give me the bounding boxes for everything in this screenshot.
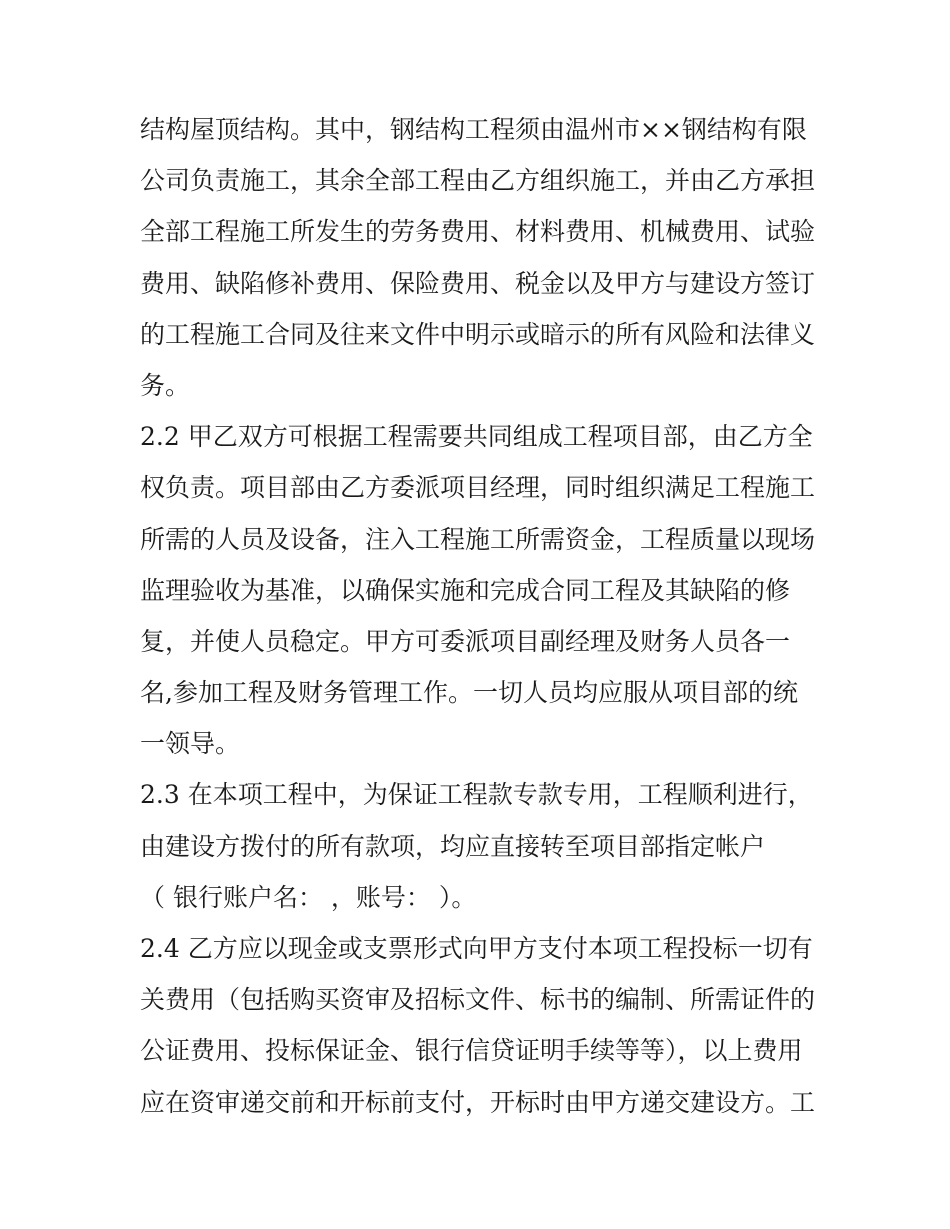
text-line: 全部工程施工所发生的劳务费用、材料费用、机械费用、试验 [140,217,816,247]
text-line: 复，并使人员稳定。甲方可委派项目副经理及财务人员各一 [140,626,791,656]
text-line: 所需的人员及设备，注入工程施工所需资金，工程质量以现场 [140,524,816,554]
text-line: 公证费用、投标保证金、银行信贷证明手续等等），以上费用 [140,1036,803,1066]
clause-2-4-line: 2.4 乙方应以现金或支票形式向甲方支付本项工程投标一切有 [140,934,813,963]
text-line: 关费用（包括购买资审及招标文件、标书的编制、所需证件的 [140,985,816,1015]
text-line: 费用、缺陷修补费用、保险费用、税金以及甲方与建设方签订 [140,268,816,298]
text-line: 名,参加工程及财务管理工作。一切人员均应服从项目部的统 [140,678,798,708]
text-line: 应在资审递交前和开标前支付，开标时由甲方递交建设方。工 [140,1087,816,1117]
text-line: 权负责。项目部由乙方委派项目经理，同时组织满足工程施工 [140,473,816,503]
clause-2-3-line: 2.3 在本项工程中，为保证工程款专款专用，工程顺利进行， [140,780,813,810]
text-line: 由建设方拨付的所有款项，均应直接转至项目部指定帐户 [140,831,766,861]
text-line: 结构屋顶结构。其中，钢结构工程须由温州市××钢结构有限 [140,115,807,144]
text-line: 的工程施工合同及往来文件中明示或暗示的所有风险和法律义 [140,319,816,349]
document-body [140,104,820,1128]
text-line: 公司负责施工，其余全部工程由乙方组织施工，并由乙方承担 [140,166,816,196]
clause-2-2-line: 2.2 甲乙双方可根据工程需要共同组成工程项目部，由乙方全 [140,422,813,452]
text-line: 务。 [140,370,191,400]
bank-account-line: （ 银行账户名： ，账号： ）。 [140,882,477,912]
text-line: 监理验收为基准，以确保实施和完成合同工程及其缺陷的修 [140,575,791,605]
text-line: 一领导。 [140,729,241,759]
